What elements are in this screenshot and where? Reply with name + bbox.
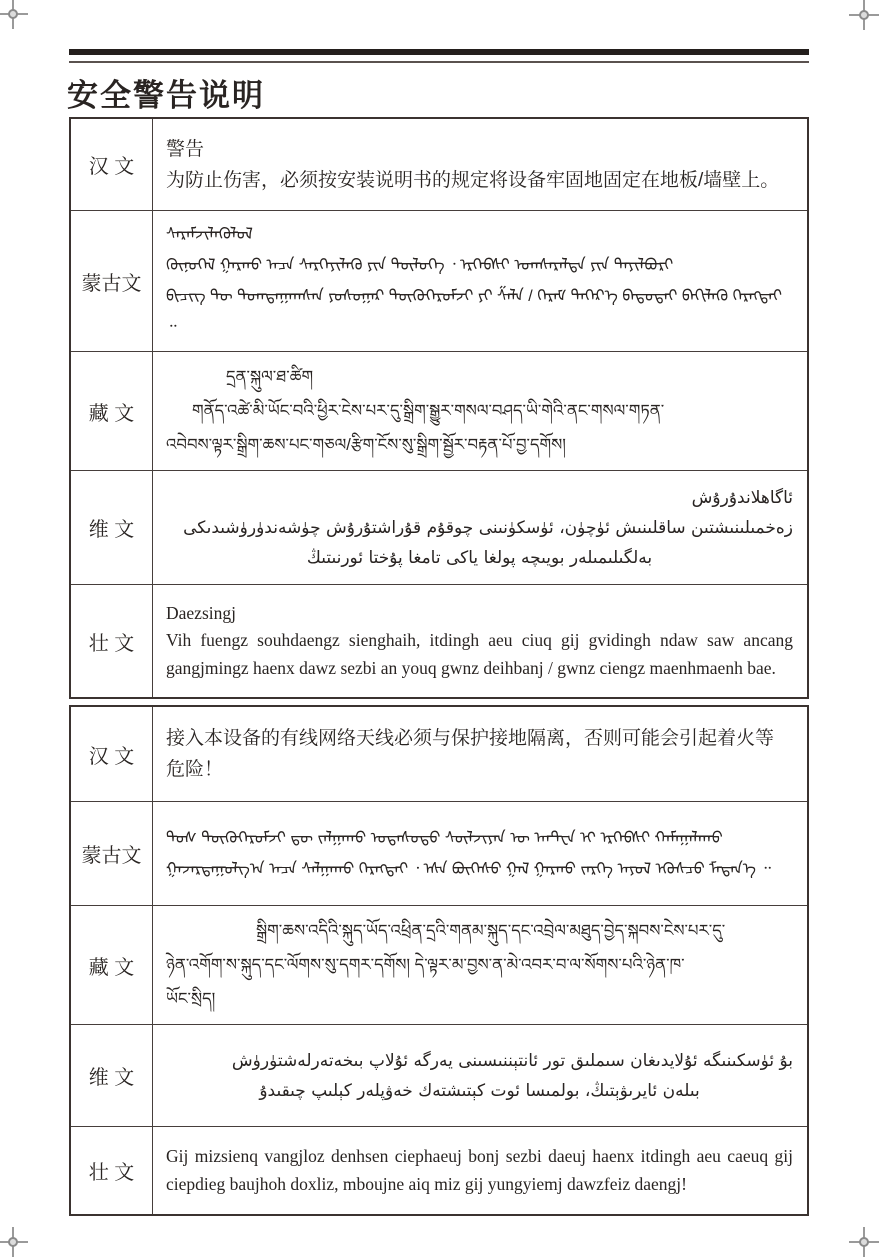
text-line: 危险！ <box>166 759 224 780</box>
table-row-chinese <box>71 119 807 210</box>
table-row-tibetan <box>71 905 807 1024</box>
language-label: 壮 文 <box>71 1127 153 1214</box>
text-line: ئاگاھلاندۇرۇش <box>691 487 793 508</box>
language-label: 蒙古文 <box>71 211 153 351</box>
warning-text-cell <box>153 211 807 351</box>
text-line: 为防止伤害，必须按安装说明书的规定将设备牢固地固定在地板/墙壁上。 <box>166 169 780 191</box>
header-rule-thin <box>69 61 809 63</box>
mark-circle <box>8 1237 18 1247</box>
language-label: 蒙古文 <box>71 802 153 905</box>
warning-text-cell <box>153 707 807 801</box>
registration-mark-icon <box>0 1227 28 1257</box>
text-line: 警告 <box>166 138 205 160</box>
table-row-chinese <box>71 707 807 801</box>
warning-text-cell <box>153 352 807 470</box>
mark-circle <box>859 1237 869 1247</box>
text-line: ᠪᠢᠴᠢᠭ ᠲᠦ ᠲᠣᠭᠲᠠᠭᠠᠭᠰᠠᠨ ᠶᠣᠰᠣᠭᠠᠷ ᠲᠥᠬᠥᠭᠡᠷᠦᠮᠵᠢ ᠶᠢ ᠱᠠᠯᠠ / ᠬᠡᠷᠡᠮ ᠳᠡᠭᠡᠷ᠎ᠡ ᠪᠠᠲᠤᠲᠠᠢ ᠪᠡᠬᠢᠯᠡᠬᠦ ᠬᠡᠷᠡᠭᠲᠡᠢ ᠃ <box>166 288 782 336</box>
header-rule-thick <box>69 49 809 55</box>
warning-text-cell <box>153 1025 807 1126</box>
text-line: Vih fuengz souhdaengz sienghaih, itdingh aeu ciuq gij gvidingh ndaw saw ancang gangjmingz haenx dawz sezbi an youq gwnz deihbanj / gwnz ciengz maenhmaenh bae. <box>166 630 793 678</box>
warning-text-cell <box>153 906 807 1024</box>
text-line: ᠭᠠᠵᠠᠷᠳᠠᠭᠤᠯᠭ᠎ᠠ ᠠᠴᠠ ᠰᠠᠯᠭᠠᠬᠤ ᠬᠡᠷᠡᠭᠲᠡᠢ ᠂ ᠡᠰᠡ ᠪᠥᠭᠡᠰᠦ ᠭᠠᠯ ᠭᠠᠷᠬᠤ ᠵᠡᠷᠭᠡ ᠠᠶᠤᠯ ᠡᠭᠦᠰᠴᠦ ᠮᠡᠳᠡᠨ᠎ᠡ ᠃ <box>166 860 771 878</box>
language-label: 维 文 <box>71 471 153 584</box>
text-line: بىلەن ئايرىۋېتىڭ، بولمىسا ئوت كېتىشتەك خەۋپلەر كېلىپ چىقىدۇ <box>259 1080 700 1101</box>
warning-text-cell <box>153 119 807 210</box>
text-line: ཡོང་སྲིད། <box>166 990 216 1008</box>
text-line: དྲན་སྐུལ་ཐ་ཚིག <box>226 368 314 386</box>
text-line: بەلگىلىمىلەر بويىچە پولغا ياكى تامغا پۇختا ئورنىتىڭ <box>306 547 653 568</box>
text-line: ᠲᠤᠰ ᠲᠥᠬᠥᠭᠡᠷᠦᠮᠵᠢ ᠳᠦ ᠵᠠᠯᠭᠠᠬᠤ ᠤᠲᠠᠰᠤᠲᠤ ᠰᠦᠯᠵᠢᠶᠡᠨ ᠦ ᠠᠨᠲ᠋ᠧᠨ ᠢ ᠡᠷᠬᠡᠪᠰᠢ ᠬᠠᠮᠠᠭᠠᠯᠠᠬᠤ <box>166 829 723 847</box>
registration-mark-icon <box>0 0 28 29</box>
warning-text-cell <box>153 471 807 584</box>
text-line: بۇ ئۈسكىنىگە ئۇلايدىغان سىملىق تور ئانتېننىسىنى يەرگە ئۇلاپ بىخەتەرلەشتۈرۈش <box>231 1050 793 1071</box>
text-line: ᠰᠡᠷᠡᠮᠵᠢᠯᠡᠭᠦᠯᠦᠯ <box>166 226 253 243</box>
text-line: གནོད་འཚེ་མི་ཡོང་བའི་ཕྱིར་ངེས་པར་དུ་སྒྲིག་སྒྱུར་གསལ་བཤད་ཡི་གེའི་ནང་གསལ་གཏན་ <box>192 402 665 420</box>
language-label: 壮 文 <box>71 585 153 697</box>
language-label: 汉 文 <box>71 707 153 801</box>
mark-circle <box>8 9 18 19</box>
language-label: 藏 文 <box>71 906 153 1024</box>
language-label: 维 文 <box>71 1025 153 1126</box>
text-line: འབེབས་ལྟར་སྒྲིག་ཆས་པང་གཅལ/རྩིག་ངོས་སུ་སྒྲིག་སྦྱོར་བརྟན་པོ་བྱ་དགོས། <box>166 436 566 454</box>
table-row-uyghur <box>71 470 807 584</box>
warning-text-cell <box>153 1127 807 1214</box>
table-row-mongolian <box>71 801 807 905</box>
language-label: 汉 文 <box>71 119 153 210</box>
table-row-zhuang <box>71 584 807 697</box>
text-line: Daezsingj <box>166 602 236 623</box>
text-line: སྒྲིག་ཆས་འདིའི་སྐུད་ཡོད་འཕྲིན་དྲའི་གནམ་སྐུད་དང་འབྲེལ་མཐུད་བྱེད་སྐབས་ངེས་པར་དུ་ <box>256 922 726 940</box>
text-line: ᠬᠥᠨᠥᠭᠡᠯ ᠭᠠᠷᠬᠤ ᠠᠴᠠ ᠰᠡᠷᠭᠡᠶᠢᠯᠡᠬᠦ ᠶᠢᠨ ᠲᠥᠯᠥᠭᠡ ᠂ ᠡᠷᠬᠡᠪᠰᠢ ᠤᠭᠰᠠᠷᠠᠯᠲᠠ ᠶᠢᠨ ᠲᠠᠶᠢᠯᠪᠤᠷᠢ <box>166 257 674 274</box>
page-title: 安全警告说明 <box>67 78 265 113</box>
language-label: 藏 文 <box>71 352 153 470</box>
table-row-mongolian <box>71 210 807 351</box>
table-row-tibetan <box>71 351 807 470</box>
mark-circle <box>859 10 869 20</box>
registration-mark-icon <box>849 0 879 30</box>
text-line: Gij mizsienq vangjloz denhsen ciephaeuj bonj sezbi daeuj haenx itdingh aeu caeuq gij ciepdieg baujhoh doxliz, mboujne aiq miz gij yungyiemj dawzfeiz daengj! <box>166 1146 793 1194</box>
warning-text-cell <box>153 802 807 905</box>
warning-table-1 <box>69 117 809 699</box>
warning-text-cell <box>153 585 807 697</box>
warning-table-2 <box>69 705 809 1216</box>
table-row-uyghur <box>71 1024 807 1126</box>
text-line: 接入本设备的有线网络天线必须与保护接地隔离，否则可能会引起着火等 <box>166 728 775 749</box>
table-row-zhuang <box>71 1126 807 1214</box>
text-line: ཉེན་འགོག་ས་སྐུད་དང་ལོགས་སུ་དགར་དགོས། དེ་ལྟར་མ་བྱས་ན་མེ་འབར་བ་ལ་སོགས་པའི་ཉེན་ཁ་ <box>166 956 685 974</box>
registration-mark-icon <box>849 1227 879 1257</box>
text-line: زەخمىلىنىشتىن ساقلىنىش ئۈچۈن، ئۈسكۈنىنى چوقۇم قۇراشتۇرۇش چۈشەندۈرۈشىدىكى <box>183 517 793 538</box>
